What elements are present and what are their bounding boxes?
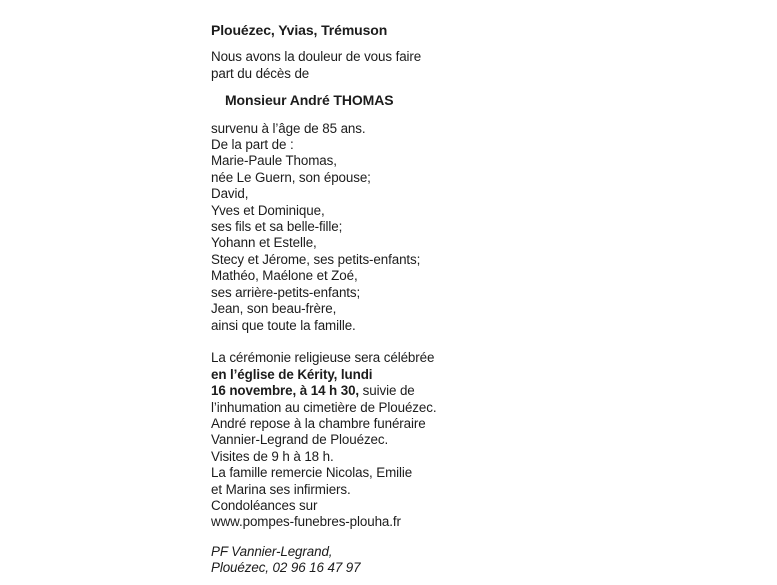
condolences-url: www.pompes-funebres-plouha.fr [211,514,401,530]
family-line: ses fils et sa belle-fille; [211,219,343,235]
family-line: survenu à l’âge de 85 ans. [211,120,366,136]
family-line: De la part de : [211,137,294,153]
family-line: Stecy et Jérome, ses petits-enfants; [211,251,421,267]
family-line: Yves et Dominique, [211,202,325,218]
intro-line: part du décès de [211,65,310,81]
family-line: née Le Guern, son épouse; [211,169,371,185]
paragraph-spacer [211,334,461,350]
family-line: ainsi que toute la famille. [211,317,356,333]
ceremony-date-suffix: suivie de [359,383,415,399]
ceremony-date-line [211,383,461,399]
intro-line: Nous avons la douleur de vous faire [211,49,422,65]
ceremony-line: Condoléances sur [211,497,318,513]
obituary-notice [211,22,461,577]
ceremony-line: La cérémonie religieuse sera célébrée [211,350,435,366]
ceremony-line: et Marina ses infirmiers. [211,481,351,497]
family-line: Marie-Paule Thomas, [211,153,337,169]
ceremony-line: Vannier-Legrand de Plouézec. [211,432,389,448]
family-line: David, [211,186,249,202]
family-line: Jean, son beau-frère, [211,301,337,317]
funeral-home-name: PF Vannier-Legrand, [211,543,333,559]
ceremony-location: en l’église de Kérity, lundi [211,366,373,382]
ceremony-line: l’inhumation au cimetière de Plouézec. [211,399,437,415]
family-line: Yohann et Estelle, [211,235,317,251]
ceremony-details [211,350,461,530]
funeral-home-phone: Plouézec, 02 96 16 47 97 [211,560,361,576]
family-list [211,121,461,334]
family-line: ses arrière-petits-enfants; [211,284,361,300]
family-line: Mathéo, Maélone et Zoé, [211,268,358,284]
ceremony-line: Visites de 9 h à 18 h. [211,448,334,464]
ceremony-date: 16 novembre, à 14 h 30, [211,383,360,399]
ceremony-line: La famille remercie Nicolas, Emilie [211,465,413,481]
notice-heading: Plouézec, Yvias, Trémuson [211,22,388,38]
ceremony-line: André repose à la chambre funéraire [211,415,426,431]
funeral-home-signature [211,544,461,577]
deceased-name: Monsieur André THOMAS [225,92,394,109]
